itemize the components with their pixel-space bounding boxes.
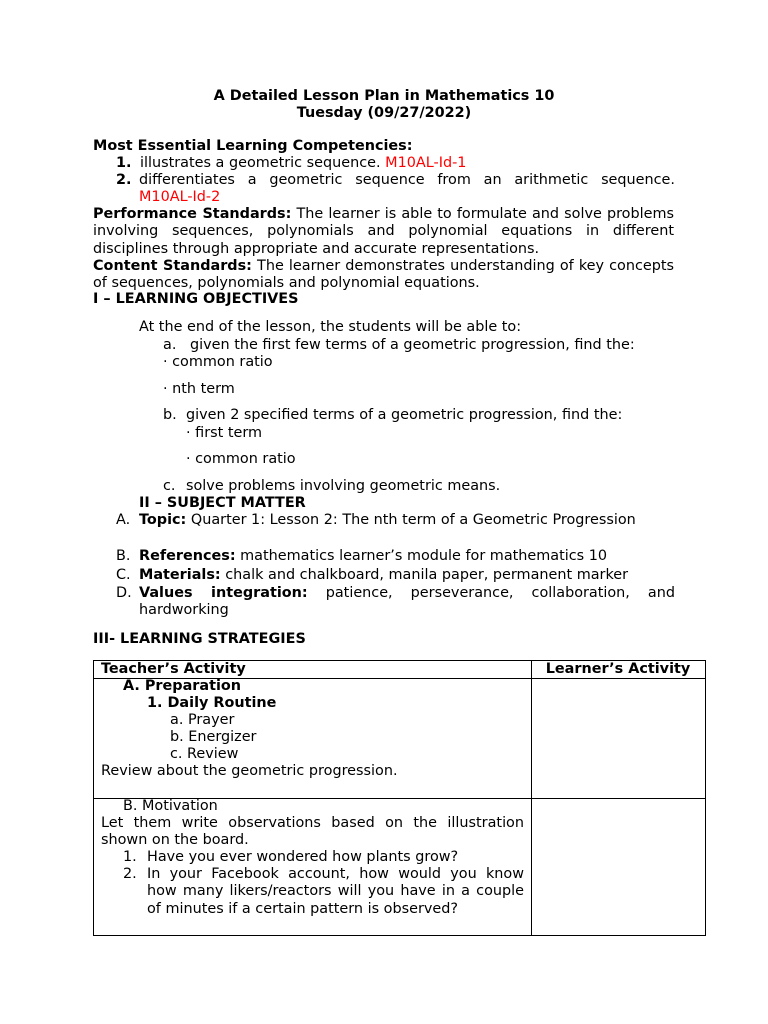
melc-item-1-number: 1. — [116, 155, 132, 171]
table-row-motivation — [93, 798, 532, 936]
objective-a-sub-common-ratio: · common ratio — [163, 354, 273, 370]
review-text: Review about the geometric progression. — [101, 763, 398, 779]
content-standards — [93, 258, 674, 293]
subject-item-b-marker: B. — [116, 548, 131, 564]
preparation-heading: A. Preparation — [123, 678, 242, 694]
routine-item-prayer: a. Prayer — [170, 712, 235, 728]
subject-item-values — [139, 585, 675, 620]
lesson-date: Tuesday (09/27/2022) — [296, 105, 472, 121]
melc-item-1 — [140, 155, 466, 172]
content-standards-text: The learner demonstrates understanding of key concepts of sequences, polynomials and polynomial equations. — [93, 258, 674, 292]
subject-item-c-marker: C. — [116, 567, 131, 583]
subject-item-d-marker: D. — [116, 585, 132, 601]
learner-cell-motivation — [531, 798, 706, 936]
topic-label: Topic: — [139, 512, 187, 528]
motivation-text: Let them write observations based on the illustration shown on the board. — [101, 815, 524, 849]
melc-item-1-text: illustrates a geometric sequence. — [140, 155, 381, 171]
objective-a-marker: a. — [163, 337, 177, 353]
subject-item-materials — [139, 567, 628, 584]
strategies-heading: III- LEARNING STRATEGIES — [93, 631, 306, 647]
learner-cell-preparation — [531, 678, 706, 799]
melc-heading: Most Essential Learning Competencies: — [93, 138, 413, 154]
routine-item-energizer: b. Energizer — [170, 729, 257, 745]
table-header-learner — [531, 660, 706, 679]
motivation-question-2-number: 2. — [123, 866, 137, 882]
motivation-heading: B. Motivation — [123, 798, 218, 814]
objectives-intro: At the end of the lesson, the students will be able to: — [139, 319, 522, 335]
subject-item-a-marker: A. — [116, 512, 131, 528]
table-header-teacher — [93, 660, 532, 679]
melc-code-2: M10AL-Id-2 — [139, 189, 221, 206]
objective-b-text: given 2 specified terms of a geometric progression, find the: — [186, 407, 623, 423]
content-standards-label: Content Standards: — [93, 258, 252, 274]
materials-text: chalk and chalkboard, manila paper, permanent marker — [225, 567, 629, 583]
motivation-question-1: Have you ever wondered how plants grow? — [147, 849, 459, 865]
performance-standards — [93, 206, 674, 258]
learner-activity-header: Learner’s Activity — [545, 661, 691, 677]
performance-standards-label: Performance Standards: — [93, 206, 292, 222]
objective-a-sub-nth-term: · nth term — [163, 381, 235, 397]
objective-a-text: given the first few terms of a geometric progression, find the: — [190, 337, 635, 353]
routine-item-review: c. Review — [170, 746, 239, 762]
objective-c-text: solve problems involving geometric means. — [186, 478, 501, 494]
melc-item-2-number: 2. — [116, 172, 132, 188]
subject-item-references — [139, 548, 607, 565]
objective-b-sub-common-ratio: · common ratio — [186, 451, 296, 467]
motivation-question-1-number: 1. — [123, 849, 137, 865]
teacher-activity-header: Teacher’s Activity — [101, 661, 246, 677]
values-label: Values integration: — [139, 585, 308, 601]
references-label: References: — [139, 548, 236, 564]
performance-standards-text: The learner is able to formulate and solve problems involving sequences, polynomials and polynomial equations in different disciplines through appropriate and accurate representations. — [93, 206, 674, 257]
motivation-question-2: In your Facebook account, how would you know how many likers/reactors will you have in a couple of minutes if a certain pattern is observed? — [147, 866, 524, 917]
lesson-plan-title: A Detailed Lesson Plan in Mathematics 10 — [213, 88, 555, 104]
topic-text: Quarter 1: Lesson 2: The nth term of a Geometric Progression — [190, 512, 636, 528]
values-text: patience, perseverance, collaboration, and hardworking — [139, 585, 675, 619]
melc-item-2 — [139, 172, 675, 207]
melc-code-1: M10AL-Id-1 — [385, 155, 467, 171]
subject-matter-heading: II – SUBJECT MATTER — [139, 495, 306, 511]
objectives-heading: I – LEARNING OBJECTIVES — [93, 291, 299, 307]
objective-b-sub-first-term: · first term — [186, 425, 263, 441]
materials-label: Materials: — [139, 567, 221, 583]
objective-c-marker: c. — [163, 478, 176, 494]
table-row-preparation — [93, 678, 532, 799]
subject-item-topic — [139, 512, 675, 529]
daily-routine-heading: 1. Daily Routine — [147, 695, 277, 711]
references-text: mathematics learner’s module for mathematics 10 — [240, 548, 608, 564]
objective-b-marker: b. — [163, 407, 177, 423]
melc-item-2-text: differentiates a geometric sequence from an arithmetic sequence. — [139, 172, 675, 188]
